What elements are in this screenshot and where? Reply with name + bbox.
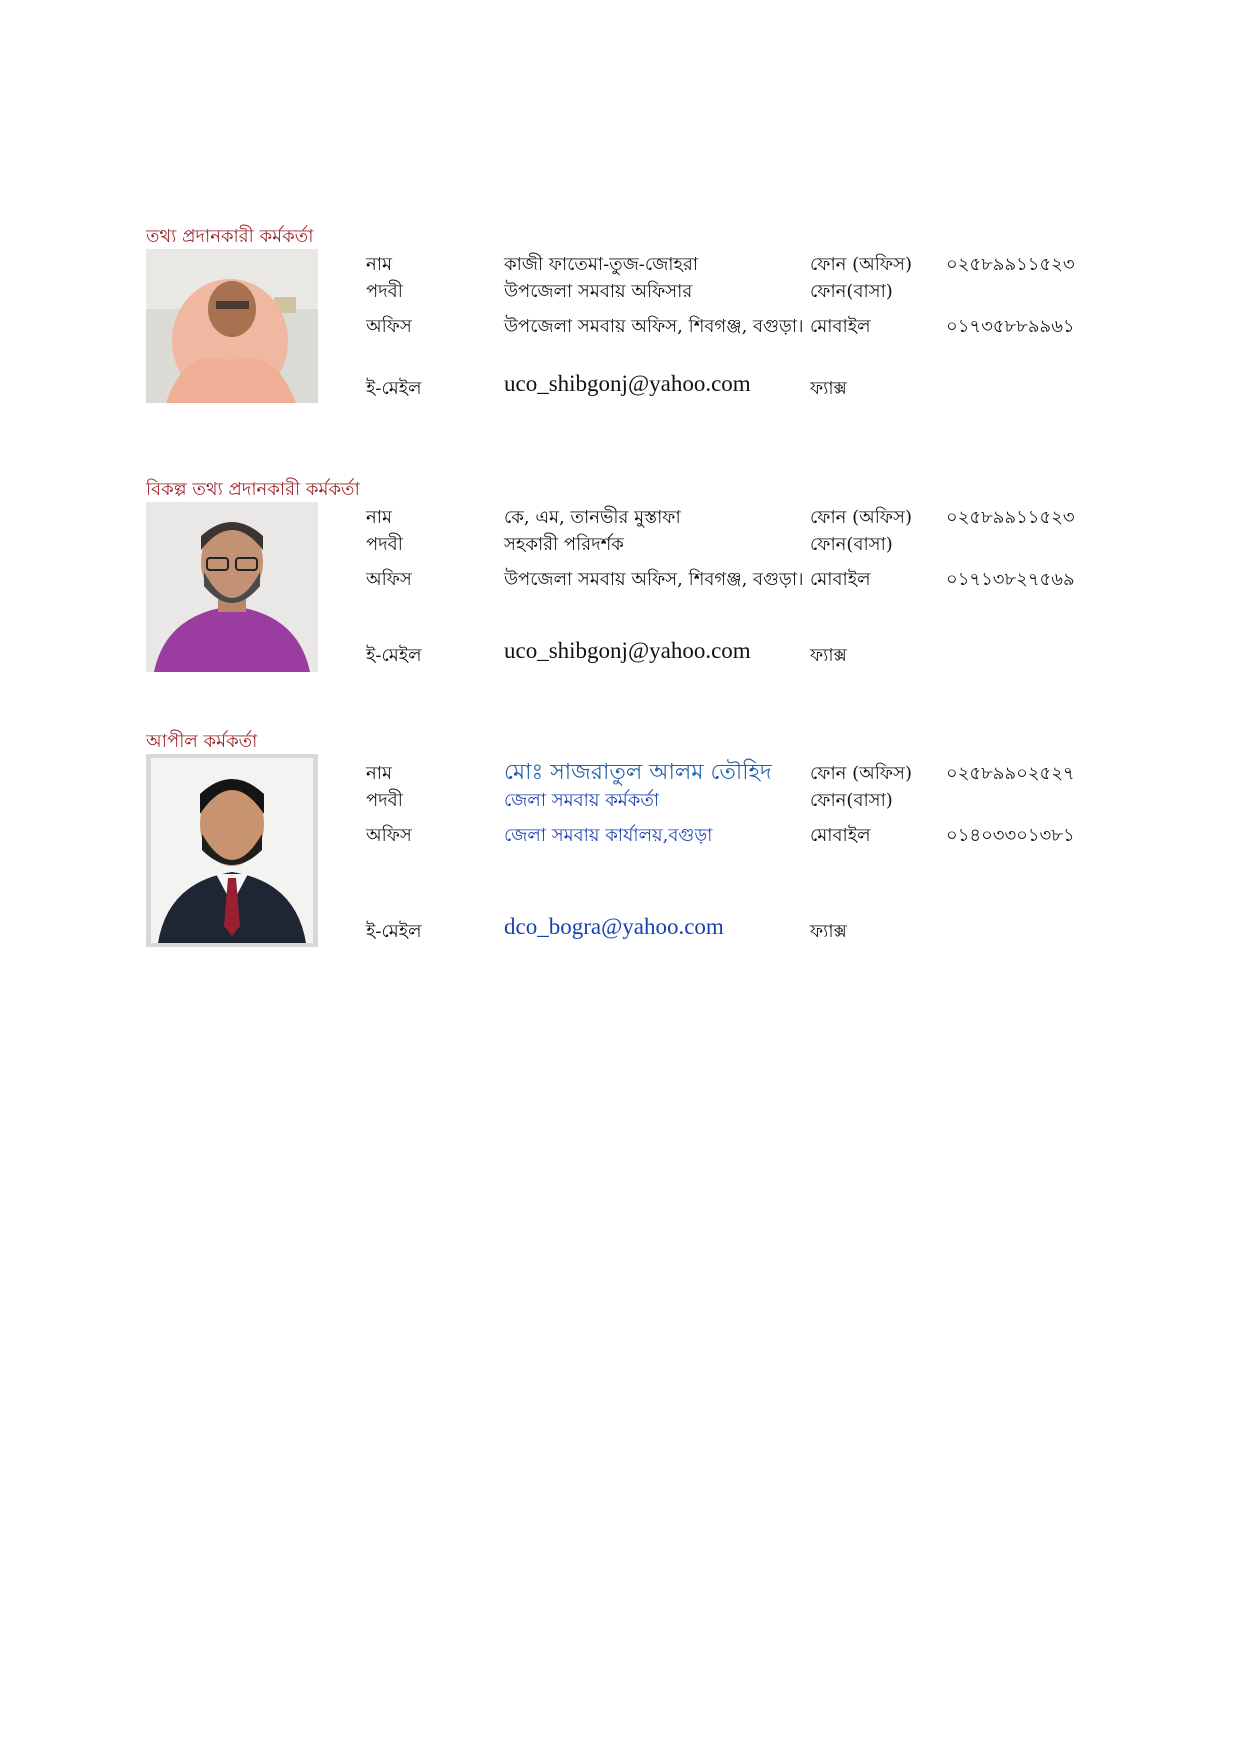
phone-office-value: ০২৫৮৯৯০২৫২৭ xyxy=(946,763,1075,784)
mobile-value: ০১৭১৩৮২৭৫৬৯ xyxy=(946,569,1075,590)
officer-section-alternate xyxy=(146,475,1106,680)
email-label: ই-মেইল xyxy=(366,378,422,399)
officer-office: উপজেলা সমবায় অফিস, শিবগঞ্জ, বগুড়া। xyxy=(504,316,804,337)
phone-office-label: ফোন (অফিস) xyxy=(810,763,912,784)
phone-home-label: ফোন(বাসা) xyxy=(810,790,893,811)
officer-email[interactable]: dco_bogra@yahoo.com xyxy=(504,914,724,939)
mobile-value: ০১৪০৩৩০১৩৮১ xyxy=(946,825,1075,846)
phone-home-label: ফোন(বাসা) xyxy=(810,281,893,302)
officer-designation: সহকারী পরিদর্শক xyxy=(504,534,624,555)
officer-designation: জেলা সমবায় কর্মকর্তা xyxy=(504,790,660,811)
officer-name: কে, এম, তানভীর মুস্তাফা xyxy=(504,507,681,528)
name-label: নাম xyxy=(366,507,392,528)
designation-label: পদবী xyxy=(366,534,403,555)
mobile-label: মোবাইল xyxy=(810,569,871,590)
officer-office: উপজেলা সমবায় অফিস, শিবগঞ্জ, বগুড়া। xyxy=(504,569,804,590)
officer-photo xyxy=(146,502,318,672)
section-title: তথ্য প্রদানকারী কর্মকর্তা xyxy=(146,226,314,247)
phone-office-value: ০২৫৮৯৯১১৫২৩ xyxy=(946,254,1075,275)
officer-designation: উপজেলা সমবায় অফিসার xyxy=(504,281,693,302)
mobile-label: মোবাইল xyxy=(810,316,871,337)
email-label: ই-মেইল xyxy=(366,645,422,666)
officer-section-appeal xyxy=(146,727,1106,947)
fax-label: ফ্যাক্স xyxy=(810,378,847,399)
designation-label: পদবী xyxy=(366,281,403,302)
name-label: নাম xyxy=(366,254,392,275)
section-title: বিকল্প তথ্য প্রদানকারী কর্মকর্তা xyxy=(146,479,360,500)
office-label: অফিস xyxy=(366,825,412,846)
officer-name: কাজী ফাতেমা-তুজ-জোহরা xyxy=(504,254,699,275)
fax-label: ফ্যাক্স xyxy=(810,645,847,666)
phone-office-label: ফোন (অফিস) xyxy=(810,507,912,528)
mobile-label: মোবাইল xyxy=(810,825,871,846)
officer-photo xyxy=(146,249,318,403)
section-title: আপীল কর্মকর্তা xyxy=(146,731,258,752)
mobile-value: ০১৭৩৫৮৮৯৯৬১ xyxy=(946,316,1075,337)
officer-photo xyxy=(146,754,318,947)
officer-email[interactable]: uco_shibgonj@yahoo.com xyxy=(504,638,751,663)
phone-office-value: ০২৫৮৯৯১১৫২৩ xyxy=(946,507,1075,528)
phone-office-label: ফোন (অফিস) xyxy=(810,254,912,275)
office-label: অফিস xyxy=(366,316,412,337)
name-label: নাম xyxy=(366,763,392,784)
officer-name: মোঃ সাজরাতুল আলম তৌহিদ xyxy=(504,760,772,785)
officer-office: জেলা সমবায় কার্যালয়,বগুড়া xyxy=(504,825,713,846)
designation-label: পদবী xyxy=(366,790,403,811)
office-label: অফিস xyxy=(366,569,412,590)
fax-label: ফ্যাক্স xyxy=(810,921,847,942)
officer-section-info xyxy=(146,222,1106,412)
phone-home-label: ফোন(বাসা) xyxy=(810,534,893,555)
officer-email[interactable]: uco_shibgonj@yahoo.com xyxy=(504,371,751,396)
email-label: ই-মেইল xyxy=(366,921,422,942)
